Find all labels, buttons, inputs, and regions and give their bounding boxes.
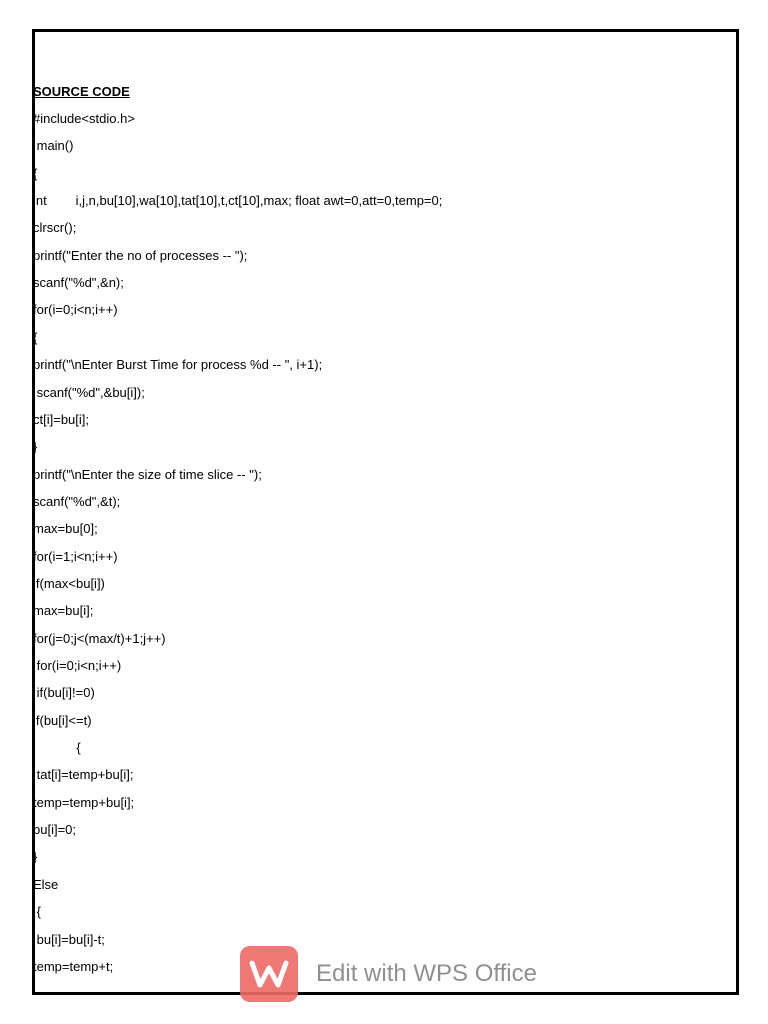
- code-line: for(j=0;j<(max/t)+1;j++): [33, 630, 166, 646]
- code-line: {: [33, 329, 38, 345]
- code-line: clrscr();: [33, 220, 77, 236]
- code-line: scanf("%d",&bu[i]);: [33, 384, 145, 400]
- code-line: bu[i]=bu[i]-t;: [33, 931, 105, 947]
- code-line: for(i=1;i<n;i++): [33, 548, 118, 564]
- code-line: scanf("%d",&t);: [33, 493, 121, 509]
- page-border: [32, 29, 739, 995]
- source-code-heading: SOURCE CODE: [33, 84, 130, 99]
- code-line: printf("\nEnter the size of time slice -- ");: [33, 466, 262, 482]
- code-line: bu[i]=0;: [33, 822, 77, 838]
- code-line: Else: [33, 876, 59, 892]
- code-line: main(): [33, 138, 74, 154]
- code-line: {: [33, 165, 38, 181]
- code-line: ct[i]=bu[i];: [33, 411, 89, 427]
- code-line: max=bu[i];: [33, 603, 94, 619]
- wps-w-glyph-icon: [249, 958, 289, 990]
- code-line: temp=temp+bu[i];: [33, 794, 135, 810]
- code-line: {: [33, 740, 81, 756]
- code-line: printf("Enter the no of processes -- ");: [33, 247, 248, 263]
- code-line: {: [33, 904, 41, 920]
- code-line: #include<stdio.h>: [33, 111, 135, 126]
- code-line: scanf("%d",&n);: [33, 275, 124, 291]
- code-line: }: [33, 439, 38, 455]
- wps-watermark-text[interactable]: Edit with WPS Office: [316, 960, 537, 987]
- code-line: for(i=0;i<n;i++): [33, 302, 118, 318]
- code-line: tat[i]=temp+bu[i];: [33, 767, 134, 783]
- code-line: printf("\nEnter Burst Time for process %d -- ", i+1);: [33, 357, 323, 373]
- code-line: for(i=0;i<n;i++): [33, 658, 122, 673]
- wps-logo-icon[interactable]: [240, 946, 298, 1002]
- code-line: }: [33, 849, 38, 865]
- code-line: int i,j,n,bu[10],wa[10],tat[10],t,ct[10],max; float awt=0,att=0,temp=0;: [33, 193, 443, 209]
- code-line: if(bu[i]!=0): [33, 685, 95, 701]
- wps-watermark[interactable]: [240, 946, 537, 1002]
- code-line: max=bu[0];: [33, 521, 98, 537]
- code-line: if(max<bu[i]): [33, 575, 105, 591]
- code-line: temp=temp+t;: [33, 958, 114, 974]
- code-line: if(bu[i]<=t): [33, 712, 92, 728]
